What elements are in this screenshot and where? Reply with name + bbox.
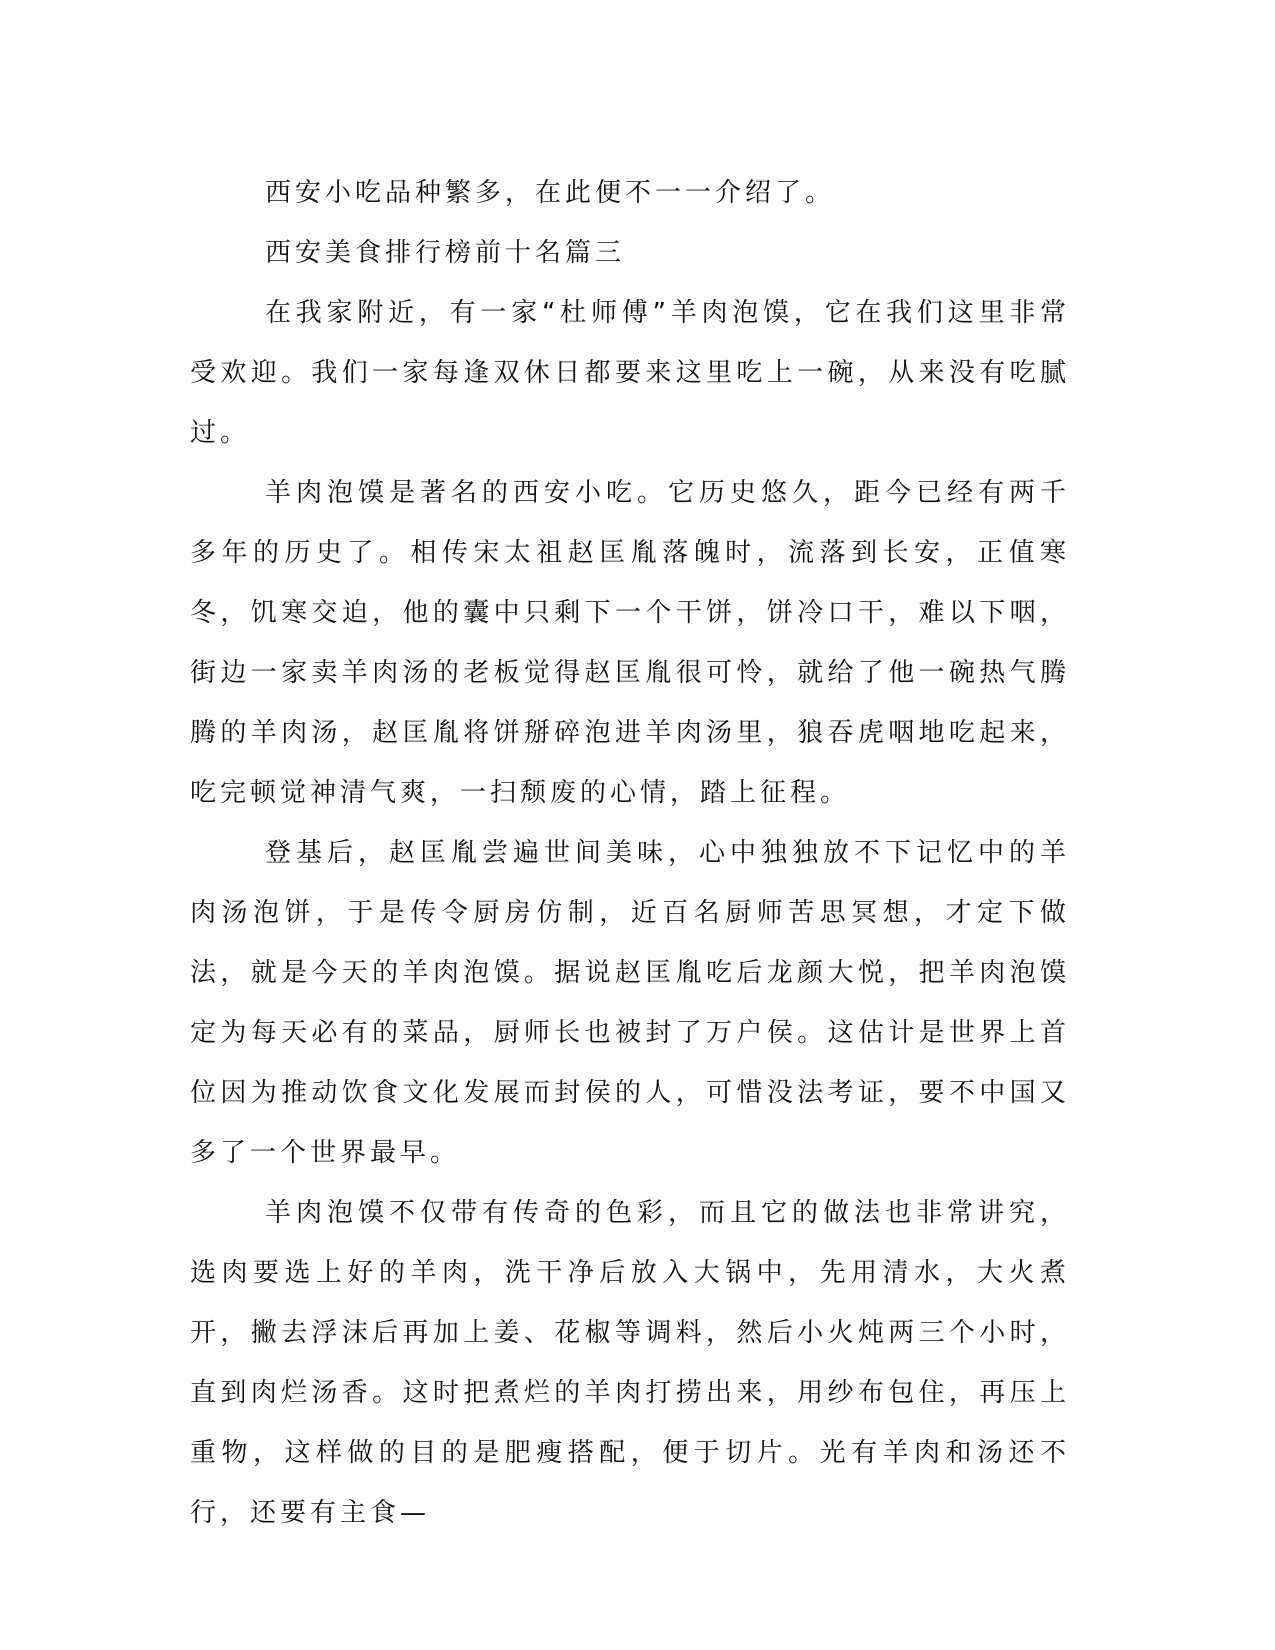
- paragraph: 登基后，赵匡胤尝遍世间美味，心中独独放不下记忆中的羊肉汤泡饼，于是传令厨房仿制，近百名厨师苦思冥想，才定下做法，就是今天的羊肉泡馍。据说赵匡胤吃后龙颜大悦，把羊肉泡馍定为每天必有的菜品，厨师长也被封了万户侯。这估计是世界上首位因为推动饮食文化发展而封侯的人，可惜没法考证，要不中国又多了一个世界最早。: [190, 838, 1070, 1168]
- document-body: [190, 163, 1070, 1543]
- section-heading: 西安美食排行榜前十名篇三: [265, 238, 626, 268]
- paragraph: 在我家附近，有一家“杜师傅”羊肉泡馍，它在我们这里非常受欢迎。我们一家每逢双休日都要来这里吃上一碗，从来没有吃腻过。: [190, 298, 1070, 448]
- paragraph: 羊肉泡馍是著名的西安小吃。它历史悠久，距今已经有两千多年的历史了。相传宋太祖赵匡胤落魄时，流落到长安，正值寒冬，饥寒交迫，他的囊中只剩下一个干饼，饼冷口干，难以下咽，街边一家卖羊肉汤的老板觉得赵匡胤很可怜，就给了他一碗热气腾腾的羊肉汤，赵匡胤将饼掰碎泡进羊肉汤里，狼吞虎咽地吃起来，吃完顿觉神清气爽，一扫颓废的心情，踏上征程。: [190, 478, 1070, 808]
- paragraph-intro: 西安小吃品种繁多，在此便不一一介绍了。: [265, 178, 836, 208]
- paragraph: 羊肉泡馍不仅带有传奇的色彩，而且它的做法也非常讲究，选肉要选上好的羊肉，洗干净后放入大锅中，先用清水，大火煮开，撇去浮沫后再加上姜、花椒等调料，然后小火炖两三个小时，直到肉烂汤香。这时把煮烂的羊肉打捞出来，用纱布包住，再压上重物，这样做的目的是肥瘦搭配，便于切片。光有羊肉和汤还不行，还要有主食—: [190, 1198, 1070, 1528]
